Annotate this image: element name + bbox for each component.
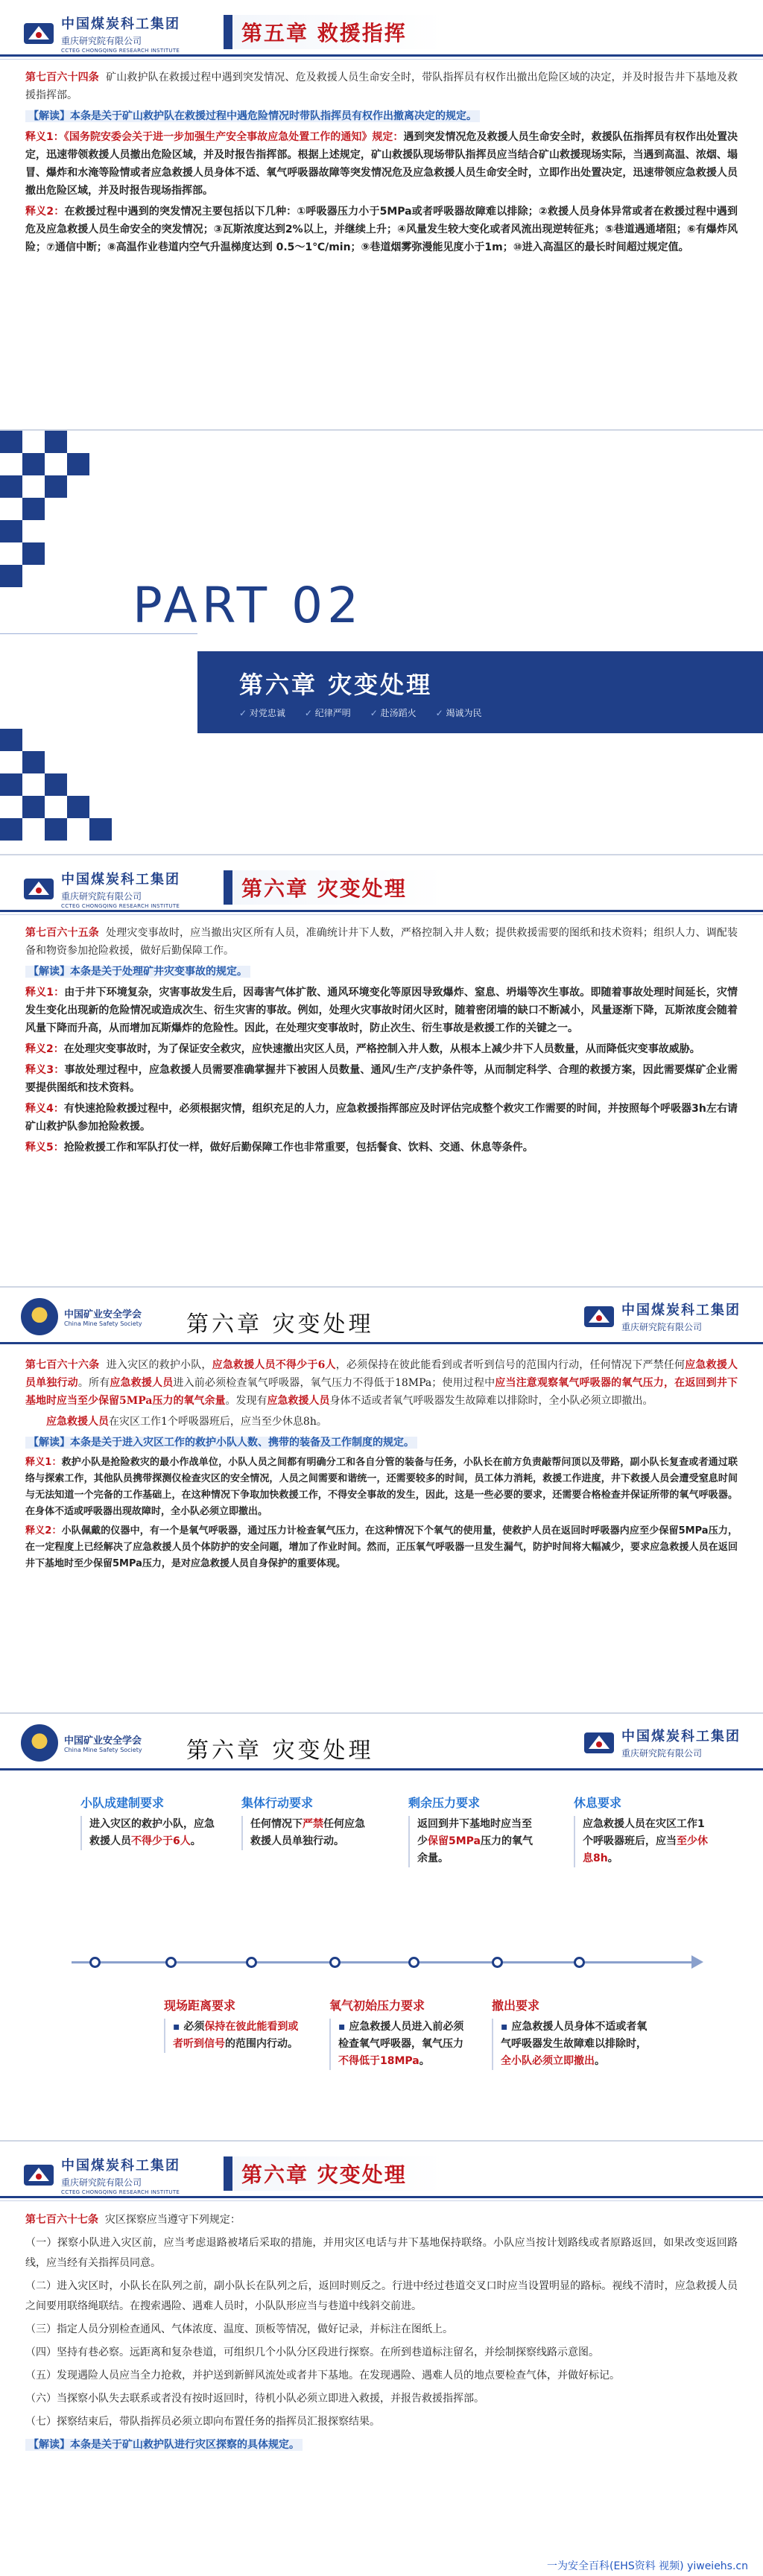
- chapter-banner: [224, 870, 763, 905]
- chapter-title: 第六章 灾变处理: [241, 876, 407, 901]
- society-logo: 中国矿业安全学会 China Mine Safety Society: [21, 1724, 142, 1762]
- org-logo: 中国煤炭科工集团 重庆研究院有限公司 CCTEG CHONGQING RESEARCH INSTITUTE: [22, 13, 180, 54]
- reading-paragraph: 【解读】本条是关于矿山救护队进行灾区探察的具体规定。: [25, 2435, 738, 2455]
- timeline-card: 休息要求 应急救援人员在灾区工作1个呼吸器班后，应当至少休息8h。: [574, 1794, 708, 1867]
- timeline-dot: [492, 1957, 503, 1968]
- society-badge-icon: [21, 1724, 58, 1762]
- note-paragraph: 释义1：由于井下环境复杂，灾害事故发生后，因毒害气体扩散、通风环境变化等原因导致爆炸、窒息、坍塌等次生事故。即随着事故处理时间延长，灾情发生变化出现新的危险情况或造成次生、衍生灾害的事故。例如，处理火灾事故时闭火区时，随着密闭墙的缺口不断减小，风量逐渐下降，瓦斯浓度会随着风量下降而升高，从而增加瓦斯爆炸的危险性。因此，在处理灾变事故时，防止次生、衍生事故是救援工作的关键之一。: [25, 987, 738, 1034]
- slide-content: [0, 1347, 763, 1587]
- list-item: （六）当探察小队失去联系或者没有按时返回时，待机小队必须立即进入救援，并报告救援指挥部。: [25, 2393, 484, 2405]
- slide-chapter6-765: [0, 855, 763, 1288]
- slide-header: [0, 855, 763, 915]
- org-logo: 中国煤炭科工集团 重庆研究院有限公司 CCTEG CHONGQING RESEARCH INSTITUTE: [22, 869, 180, 909]
- slide-chapter5: [0, 0, 763, 431]
- timeline-card: 现场距离要求 ▪ 必须保持在彼此能看到或者听到信号的范围内行动。: [164, 1997, 305, 2053]
- slide-chapter6-767: [0, 2142, 763, 2576]
- part-tag: ✓ 赴汤蹈火: [370, 706, 417, 719]
- note-paragraph: 释义3：事故处理过程中，应急救援人员需要准确掌握井下被困人员数量、通风/生产/支护条件等，从而制定科学、合理的救援方案，因此需要煤矿企业需要提供图纸和技术资料。: [25, 1064, 738, 1094]
- chapter-title: 第六章 灾变处理: [241, 2162, 407, 2187]
- chapter-banner: [224, 15, 763, 49]
- timeline-card: 剩余压力要求 返回到井下基地时应当至少保留5MPa压力的氧气余量。: [408, 1794, 535, 1867]
- reading-paragraph: 【解读】本条是关于矿山救护队在救援过程中遇危险情况时带队指挥员有权作出撤离决定的规定。: [25, 107, 738, 125]
- part-tag: ✓ 竭诚为民: [436, 706, 482, 719]
- chapter-title: 第六章 灾变处理: [186, 1738, 374, 1764]
- part-band: [197, 651, 763, 733]
- article-paragraph: 应急救援人员在灾区工作1个呼吸器班后，应当至少休息8h。: [46, 1416, 327, 1428]
- list-item: （七）探察结束后，带队指挥员必须立即向布置任务的指挥员汇报探察结果。: [25, 2416, 380, 2428]
- reading-paragraph: 【解读】本条是关于进入灾区工作的救护小队人数、携带的装备及工作制度的规定。: [25, 1434, 738, 1452]
- timeline-dot: [408, 1957, 420, 1968]
- cctg-logo-icon: [22, 2162, 55, 2189]
- part-tag: ✓ 对党忠诚: [239, 706, 285, 719]
- org-logo: 中国煤炭科工集团 重庆研究院有限公司: [583, 1726, 741, 1759]
- timeline-dot: [329, 1957, 341, 1968]
- slide-timeline: [0, 1714, 763, 2142]
- timeline-dot: [89, 1957, 101, 1968]
- timeline-dot: [246, 1957, 257, 1968]
- cctg-logo-icon: [22, 876, 55, 902]
- list-item: （四）坚持有巷必察。远距离和复杂巷道，可组织几个小队分区段进行探察。在所到巷道标注留名，并绘制探察线路示意图。: [25, 2346, 599, 2358]
- chapter-title: 第五章 救援指挥: [241, 21, 407, 45]
- note-paragraph: 释义1：救护小队是抢险救灾的最小作战单位，小队人员之间都有明确分工和各自分管的装备与任务，小队长在前方负责敲帮问顶以及带路，副小队长复查或者通过联络与探索工作，其他队员携带探测仪检查灾区的安全情况，人员之间需要和谐统一，还需要较多的时间，员工体力消耗，救援工作进度，井下救援人员会遭受窒息时间与无法知道一个完备的工作基础上，在这种情况下争取加快救援工作，不得安全事故的发生，因此，这是一些必要的要求，还需要合格检查并保证所带的氧气呼吸器。在身体不适或呼吸器出现故障时，全小队必须立即撤出。: [25, 1457, 738, 1517]
- timeline-card: 撤出要求 ▪ 应急救援人员身体不适或者氧气呼吸器发生故障难以排除时，全小队必须立即撤出。: [492, 1997, 648, 2070]
- org-logo: 中国煤炭科工集团 重庆研究院有限公司 CCTEG CHONGQING RESEARCH INSTITUTE: [22, 2155, 180, 2195]
- chapter-banner: [224, 2156, 763, 2191]
- slide-chapter6-766: [0, 1288, 763, 1714]
- timeline-arrow-icon: [691, 1955, 703, 1969]
- slide-part02: [0, 431, 763, 855]
- slide-header: [0, 0, 763, 60]
- article-paragraph: 第七百六十五条 处理灾变事故时，应当撤出灾区所有人员，准确统计井下人数，严格控制入井人数；提供救援需要的图纸和技术资料；组织人力、调配装备和物资参加抢险救援，做好后勤保障工作。: [25, 927, 738, 957]
- slide-content: [0, 2201, 763, 2470]
- part-tag: ✓ 纪律严明: [305, 706, 351, 719]
- article-paragraph: 第七百六十六条 进入灾区的救护小队，应急救援人员不得少于6人，必须保持在彼此能看到或者听到信号的范围内行动，任何情况下严禁任何应急救援人员单独行动。所有应急救援人员进入前必须检查氧气呼吸器，氧气压力不得低于18MPa；使用过程中应当注意观察氧气呼吸器的氧气压力，在返回到井下基地时应当至少保留5MPa压力的氧气余量。发现有应急救援人员身体不适或者氧气呼吸器发生故障难以排除时，全小队必须立即撤出。: [25, 1359, 738, 1407]
- note-paragraph: 释义1：《国务院安委会关于进一步加强生产安全事故应急处置工作的通知》规定：遇到突发情况危及救援人员生命安全时，救援队伍指挥员有权作出处置决定，迅速带领救援人员撤出危险区域，并及时报告指挥部。根据上述规定，矿山救援队现场带队指挥员应当结合矿山救援现场实际，当遇到高温、浓烟、塌冒、爆炸和水淹等险情或者应急救援人员身体不适、氧气呼吸器故障等突发情况危及应急救援人员生命安全时，立即作出处置决定，迅速带领应急救援人员撤出危险区域，并及时报告现场指挥部。: [25, 131, 738, 197]
- part-tags: [239, 706, 482, 719]
- list-item: （一）探察小队进入灾区前，应当考虑退路被堵后采取的措施，并用灾区电话与井下基地保持联络。小队应当按计划路线或者原路返回，如果改变返回路线，应当经有关指挥员同意。: [25, 2237, 738, 2269]
- cctg-logo-icon: [22, 20, 55, 47]
- slide-header: [0, 1714, 763, 1773]
- note-paragraph: 释义2：在处理灾变事故时，为了保证安全救灾，应快速撤出灾区人员，严格控制入井人数，从根本上减少井下人员数量，从而降低灾变事故威胁。: [25, 1043, 700, 1055]
- article-paragraph: 第七百六十四条 矿山救护队在救援过程中遇到突发情况、危及救援人员生命安全时，带队指挥员有权作出撤出危险区域的决定，并及时报告井下基地及救援指挥部。: [25, 72, 738, 101]
- society-badge-icon: [21, 1298, 58, 1335]
- list-item: （三）指定人员分别检查通风、气体浓度、温度、顶板等情况，做好记录，并标注在图纸上。: [25, 2323, 453, 2335]
- timeline-dot: [574, 1957, 585, 1968]
- cctg-logo-icon: [583, 1303, 615, 1330]
- note-paragraph: 释义2：在救援过程中遇到的突发情况主要包括以下几种：①呼吸器压力小于5MPa或者呼吸器故障难以排除；②救援人员身体异常或者在救援过程中遇到危及应急救援人员生命安全的突发情况；③瓦斯浓度达到2%以上，并继续上升；④风量发生较大变化或者风流出现逆转征兆；⑤巷道遇通堵阻；⑥有爆炸风险；⑦通信中断；⑧高温作业巷道内空气升温梯度达到 0.5～1℃/min；⑨巷道烟雾弥漫能见度小于1m；⑩进入高温区的最长时间超过规定值。: [25, 206, 738, 253]
- list-item: （二）进入灾区时，小队长在队列之前，副小队长在队列之后，返回时则反之。行进中经过巷道交叉口时应当设置明显的路标。视线不清时，应急救援人员之间要用联络绳联结。在搜索遇险、遇难人员时，小队队形应当与巷道中线斜交前进。: [25, 2280, 738, 2312]
- note-paragraph: 释义5：抢险救援工作和军队打仗一样，做好后勤保障工作也非常重要，包括餐食、饮料、交通、休息等条件。: [25, 1142, 534, 1153]
- part-title: PART 02: [133, 577, 364, 634]
- part-chapter-title: 第六章 灾变处理: [239, 671, 433, 699]
- chapter-title: 第六章 灾变处理: [186, 1311, 374, 1338]
- reading-paragraph: 【解读】本条是关于处理矿井灾变事故的规定。: [25, 963, 738, 981]
- timeline-card: 集体行动要求 任何情况下严禁任何应急救援人员单独行动。: [241, 1794, 368, 1850]
- note-paragraph: 释义2：小队佩戴的仪器中，有一个是氧气呼吸器，通过压力计检查氧气压力，在这种情况下个氧气的使用量，使救护人员在返回时呼吸器内应至少保留5MPa压力，在一定程度上已经解决了应急救援人员个体防护的安全问题，增加了作业时间。然而，正压氧气呼吸器一旦发生漏气，防护时间将大幅减少，要求应急救援人员在返回井下基地时至少保留5MPa压力，是对应急救援人员自身保护的重要体现。: [25, 1525, 738, 1569]
- note-paragraph: 释义4：有快速抢险救援过程中，必须根据灾情，组织充足的人力，应急救援指挥部应及时评估完成整个救灾工作需要的时间，并按照每个呼吸器3h左右请矿山救护队参加抢险救援。: [25, 1103, 738, 1133]
- article-paragraph: 第七百六十七条 灾区探察应当遵守下列规定：: [25, 2214, 241, 2226]
- org-logo: 中国煤炭科工集团 重庆研究院有限公司: [583, 1300, 741, 1333]
- timeline-card: 氧气初始压力要求 ▪ 应急救援人员进入前必须检查氧气呼吸器，氧气压力不得低于18MPa。: [329, 1997, 471, 2070]
- list-item: （五）发现遇险人员应当全力抢救，并护送到新鲜风流处或者井下基地。在发现遇险、遇难人员的地点要检查气体，并做好标记。: [25, 2370, 620, 2382]
- timeline-card: 小队成建制要求 进入灾区的救护小队，应急救援人员不得少于6人。: [80, 1794, 222, 1850]
- cctg-logo-icon: [583, 1730, 615, 1756]
- watermark-link[interactable]: 一为安全百科(EHS资料 视频) yiweiehs.cn: [546, 2560, 748, 2572]
- society-logo: 中国矿业安全学会 China Mine Safety Society: [21, 1298, 142, 1335]
- slide-header: [0, 2142, 763, 2201]
- slide-header: [0, 1288, 763, 1347]
- slide-content: [0, 915, 763, 1171]
- timeline-dot: [165, 1957, 177, 1968]
- slide-content: [0, 60, 763, 271]
